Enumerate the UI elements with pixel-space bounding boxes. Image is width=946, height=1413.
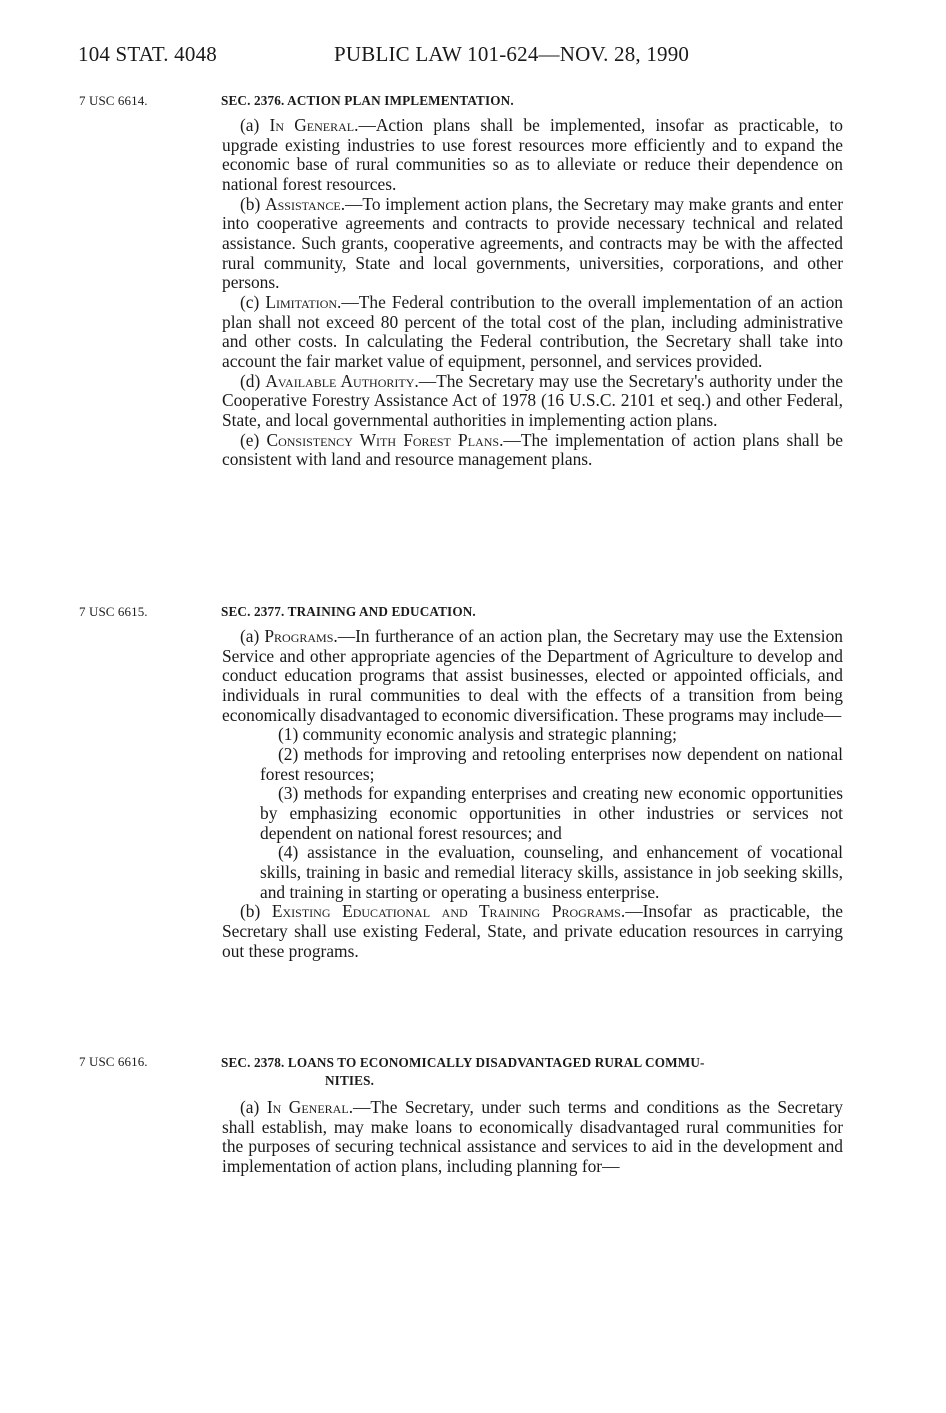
- section-title-continued: NITIES.: [325, 1073, 375, 1088]
- paragraph-caption: In General: [269, 115, 355, 135]
- section-heading-2378: [221, 1054, 841, 1090]
- paragraph-c: (c) Limitation.—The Federal contribution to the overall implementation of an action plan shall not exceed 80 percent of the total cost of the plan, including administrative and other costs. In calculating the Federal contribution, the Secretary shall take into account the fair market value of equipment, personnel, and services provided.: [222, 291, 843, 371]
- paragraph-a: (a) In General.—Action plans shall be implemented, insofar as practicable, to upgrade existing industries to use forest resources more efficiently and to expand the economic base of rural communities so as to alleviate or reduce their dependence on national forest resources.: [222, 115, 843, 194]
- section-title: ACTION PLAN IMPLEMENTATION.: [287, 93, 514, 108]
- paragraph-caption: Existing Educational and Training Programs: [271, 901, 621, 922]
- paragraph-caption: Limitation: [265, 291, 338, 312]
- section-body-2378: [222, 1098, 843, 1177]
- paragraph-b: (b) Assistance.—To implement action plans, the Secretary may make grants and enter into cooperative agreements and contracts to provide necessary technical and related assistance. Such grants, cooperative agreements, and contracts may be with the affected rural community, State and local governments, universities, corporations, and other persons.: [222, 193, 843, 293]
- paragraph-caption: Available Authority: [265, 370, 415, 391]
- paragraph-a: (a) Programs.—In furtherance of an action plan, the Secretary may use the Extension Service and other appropriate agencies of the Department of Agriculture to develop and conduct education programs that assist businesses, elected or appointed officials, and individuals in rural communities to deal with the effects of a transition from being economically disadvantaged to economic diversification. These programs may include—: [222, 626, 843, 725]
- margin-note-6616: 7 USC 6616.: [79, 1054, 148, 1069]
- section-body-2376: [222, 116, 843, 470]
- paragraph-caption: Programs: [264, 626, 334, 646]
- paragraph-a: (a) In General.—The Secretary, under such terms and conditions as the Secretary shall establish, may make loans to economically disadvantaged rural communities for the purposes of securing technical assistance and services to aid in the development and implementation of action plans, including planning for—: [222, 1097, 843, 1176]
- section-heading-2377: [221, 604, 476, 620]
- paragraph-caption: Consistency With Forest Plans: [266, 429, 500, 450]
- paragraph-caption: Assistance: [265, 193, 341, 214]
- paragraph-caption: In General: [266, 1097, 349, 1117]
- margin-note-6614: 7 USC 6614.: [79, 93, 148, 108]
- page-header: [78, 42, 848, 70]
- list-item-2: (2) methods for improving and retooling enterprises now dependent on national forest resources;: [260, 743, 843, 784]
- section-title: LOANS TO ECONOMICALLY DISADVANTAGED RURAL COMMU-: [287, 1055, 705, 1070]
- section-number: SEC. 2377.: [221, 604, 285, 619]
- section-heading-2376: [221, 93, 514, 109]
- stat-page-number: 104 STAT. 4048: [78, 42, 217, 66]
- list-item-1: (1) community economic analysis and strategic planning;: [278, 724, 677, 745]
- law-title: PUBLIC LAW 101-624—NOV. 28, 1990: [334, 42, 690, 66]
- margin-note-6615: 7 USC 6615.: [79, 604, 148, 619]
- section-title: TRAINING AND EDUCATION.: [287, 604, 476, 619]
- list-item-4: (4) assistance in the evaluation, counseling, and enhancement of vocational skills, training in basic and remedial literacy skills, assistance in job seeking skills, and training in starting or operating a business enterprise.: [260, 842, 843, 902]
- section-number: SEC. 2378.: [221, 1055, 285, 1070]
- paragraph-b: (b) Existing Educational and Training Programs.—Insofar as practicable, the Secretary shall use existing Federal, State, and private education resources in carrying out these programs.: [222, 901, 843, 961]
- section-number: SEC. 2376.: [221, 93, 285, 108]
- list-item-3: (3) methods for expanding enterprises and creating new economic opportunities by emphasizing economic opportunities in other industries or services not dependent on national forest resources; and: [260, 783, 843, 843]
- paragraph-e: (e) Consistency With Forest Plans.—The implementation of action plans shall be consistent with land and resource management plans.: [222, 429, 843, 470]
- paragraph-d: (d) Available Authority.—The Secretary may use the Secretary's authority under the Cooperative Forestry Assistance Act of 1978 (16 U.S.C. 2101 et seq.) and other Federal, State, and local governmental authorities in implementing action plans.: [222, 370, 843, 430]
- section-body-2377: [222, 627, 843, 961]
